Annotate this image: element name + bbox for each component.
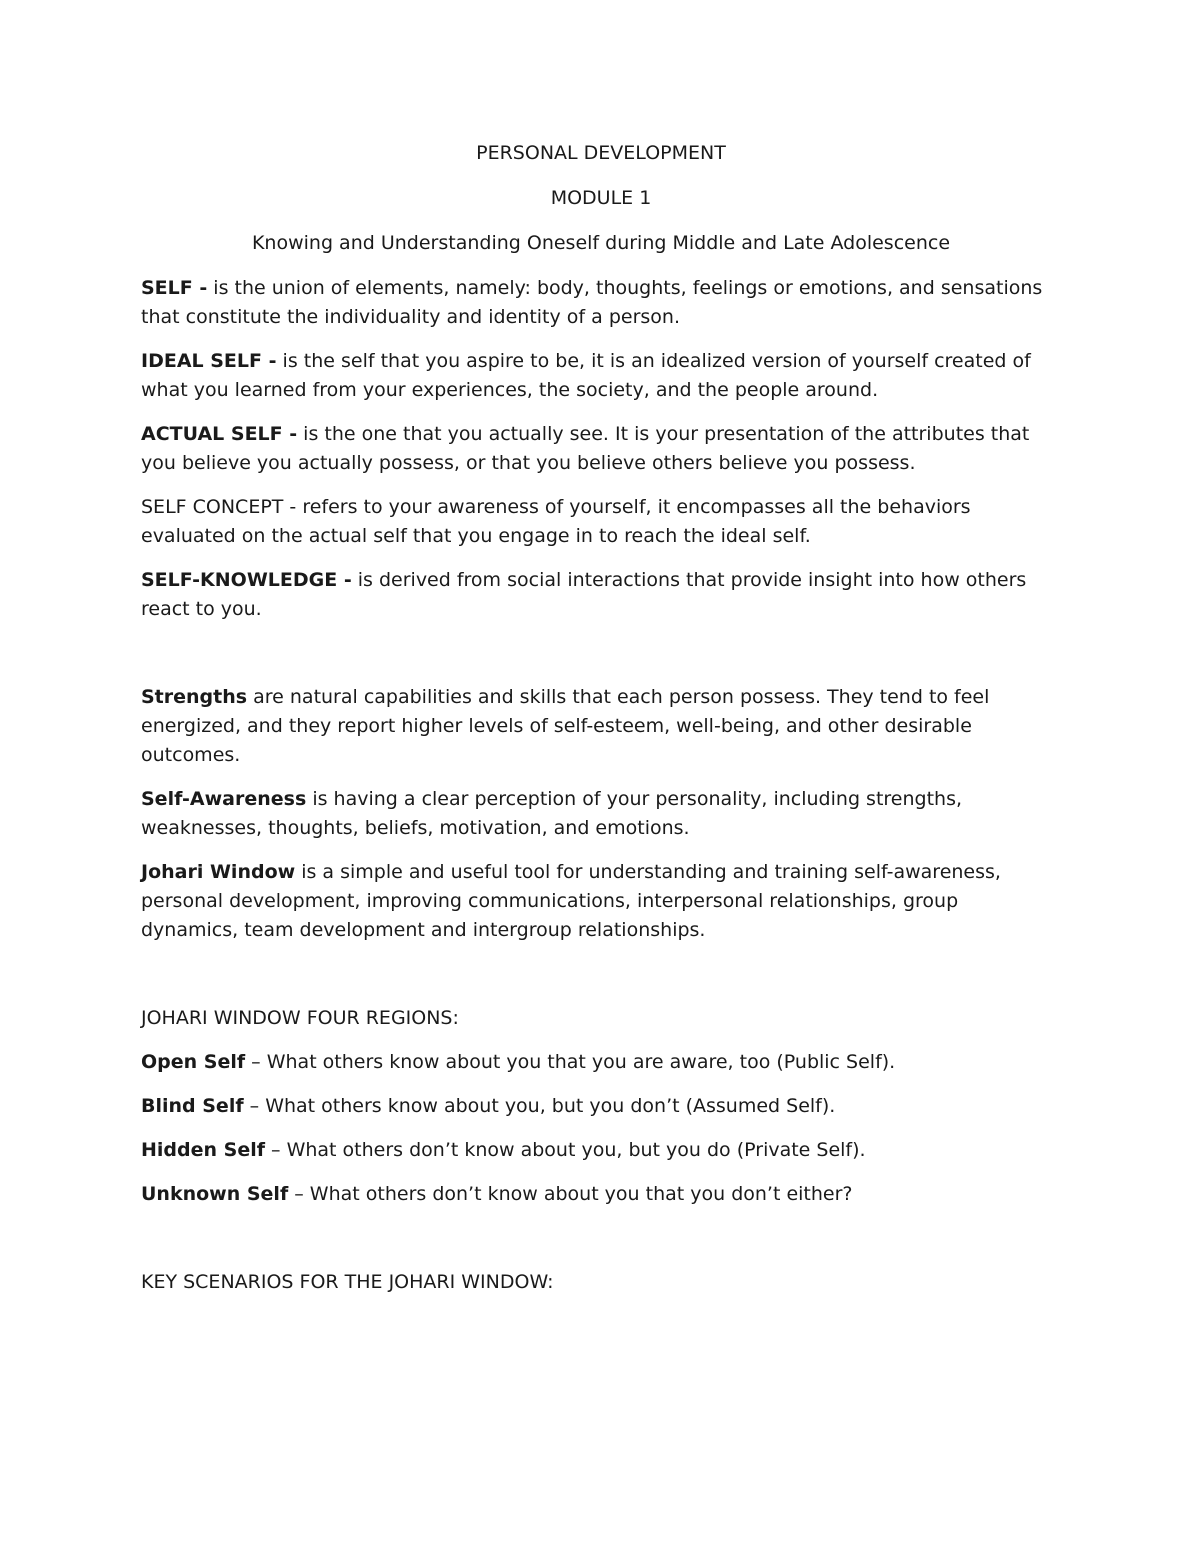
region-term: Open Self: [141, 1051, 246, 1073]
definition-term: SELF CONCEPT: [141, 496, 284, 518]
region-hidden-self: [141, 1136, 1061, 1165]
region-text: – What others don’t know about you, but you do (Private Self).: [265, 1139, 866, 1161]
concept-johari-window: [141, 858, 1061, 945]
spacer: [141, 960, 1061, 1004]
concept-text: is a simple and useful tool for understanding and training self-awareness, personal development, improving communications, interpersonal relationships, group dynamics, team development and intergroup relationships.: [141, 861, 1001, 941]
definition-self-concept: [141, 493, 1061, 551]
concept-term: Self-Awareness: [141, 788, 307, 810]
region-unknown-self: [141, 1180, 1061, 1209]
concept-term: Strengths: [141, 686, 248, 708]
scenarios-heading: KEY SCENARIOS FOR THE JOHARI WINDOW:: [141, 1271, 554, 1293]
document-page: [141, 139, 1061, 1312]
definition-term: IDEAL SELF -: [141, 350, 277, 372]
definition-text: is the self that you aspire to be, it is an idealized version of yourself created of what you learned from your experiences, the society, and the people around.: [141, 350, 1031, 401]
definition-text: is the one that you actually see. It is your presentation of the attributes that you believe you actually possess, or that you believe others believe you possess.: [141, 423, 1030, 474]
regions-heading: JOHARI WINDOW FOUR REGIONS:: [141, 1007, 459, 1029]
region-text: – What others know about you that you are aware, too (Public Self).: [245, 1051, 896, 1073]
concept-self-awareness: [141, 785, 1061, 843]
definition-self: [141, 274, 1061, 332]
region-term: Blind Self: [141, 1095, 244, 1117]
concept-text: are natural capabilities and skills that each person possess. They tend to feel energized, and they report higher levels of self-esteem, well-being, and other desirable outcomes.: [141, 686, 990, 766]
concept-strengths: [141, 683, 1061, 770]
module-label: MODULE 1: [550, 187, 652, 209]
definition-text: is the union of elements, namely: body, thoughts, feelings or emotions, and sensations that constitute the individuality and identity of a person.: [141, 277, 1043, 328]
definition-text: is derived from social interactions that provide insight into how others react to you.: [141, 569, 1027, 620]
definition-ideal-self: [141, 347, 1061, 405]
module-subtitle: Knowing and Understanding Oneself during Middle and Late Adolescence: [251, 232, 951, 254]
region-text: – What others know about you, but you don’t (Assumed Self).: [243, 1095, 836, 1117]
region-term: Unknown Self: [141, 1183, 289, 1205]
spacer: [141, 639, 1061, 683]
region-text: – What others don’t know about you that you don’t either?: [288, 1183, 853, 1205]
spacer: [141, 1224, 1061, 1268]
page-title: PERSONAL DEVELOPMENT: [476, 142, 726, 164]
definition-self-knowledge: [141, 566, 1061, 624]
definition-term: SELF-KNOWLEDGE -: [141, 569, 352, 591]
concept-text: is having a clear perception of your personality, including strengths, weaknesses, thoughts, beliefs, motivation, and emotions.: [141, 788, 963, 839]
definition-text: - refers to your awareness of yourself, it encompasses all the behaviors evaluated on the actual self that you engage in to reach the ideal self.: [141, 496, 971, 547]
region-open-self: [141, 1048, 1061, 1077]
definition-actual-self: [141, 420, 1061, 478]
concept-term: Johari Window: [141, 861, 296, 883]
definition-term: ACTUAL SELF -: [141, 423, 298, 445]
region-term: Hidden Self: [141, 1139, 265, 1161]
region-blind-self: [141, 1092, 1061, 1121]
definition-term: SELF -: [141, 277, 208, 299]
